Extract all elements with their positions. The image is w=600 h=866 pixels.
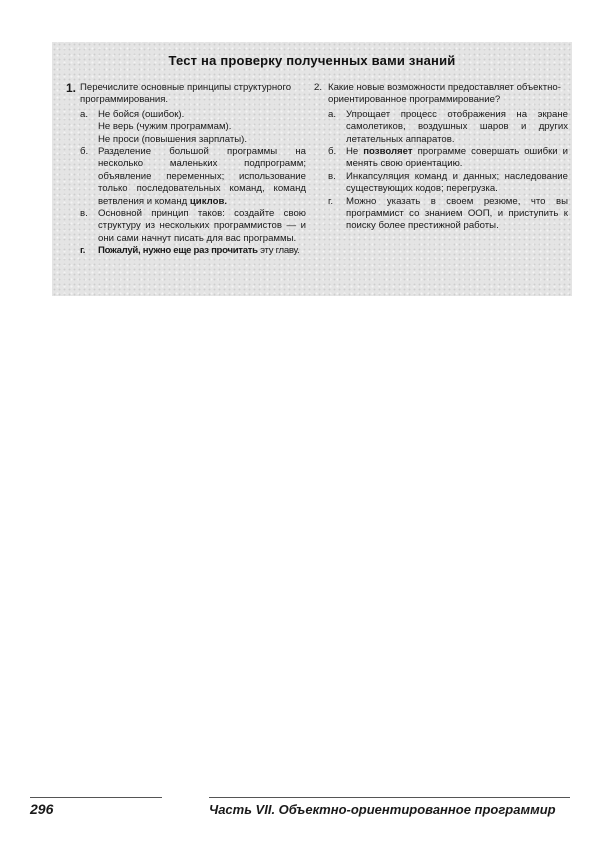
question-1-number: 1. xyxy=(66,81,77,95)
quiz-box xyxy=(52,42,572,296)
question-2-number: 2. xyxy=(314,82,323,93)
q2-option-d-text: Можно указать в своем резюме, что вы программист со знанием ООП, и приступить к поиску более престижной работы. xyxy=(346,195,568,232)
q1-option-c-text: Основной принцип таков: создайте свою структуру из нескольких программистов — и они сами начнут писать для вас программы. xyxy=(98,208,306,244)
q1-option-a xyxy=(66,109,306,121)
q1-option-b-text: Разделение большой программы на несколько маленьких подпрограмм; объявление переменных; использование только последовательных команд, команд ветвления и команд xyxy=(98,146,306,207)
q2-option-c xyxy=(314,171,568,196)
quiz-title: Тест на проверку полученных вами знаний xyxy=(168,53,456,68)
q1-option-b xyxy=(66,146,306,208)
q1-option-a-line-3-text: Не проси (повышения зарплаты). xyxy=(98,133,248,145)
page-number: 296 xyxy=(30,801,54,817)
q1-option-c-letter: в. xyxy=(80,208,88,220)
q2-option-b-emphasis: позволяет xyxy=(363,146,413,158)
q2-option-d xyxy=(314,196,568,233)
question-1-text: Перечислите основные принципы структурного программирования. xyxy=(80,82,292,106)
footer-rule-right xyxy=(209,797,570,798)
q2-option-d-letter: г. xyxy=(328,195,333,207)
q1-option-a-letter: а. xyxy=(80,108,89,120)
q1-option-c xyxy=(66,208,306,245)
q1-option-a-text: Не бойся (ошибок). xyxy=(98,108,185,120)
quiz-right-column xyxy=(314,82,568,233)
q2-option-b-letter: б. xyxy=(328,146,337,158)
q1-option-a-line-2-text: Не верь (чужим программам). xyxy=(98,121,232,133)
q2-option-a-text: Упрощает процесс отображения на экране самолетиков, воздушных шаров и других летательных аппаратов. xyxy=(346,108,568,145)
quiz-left-column xyxy=(66,82,306,258)
q2-option-b-text-after: программе совершать ошибки и менять свою ориентацию. xyxy=(346,146,569,170)
q1-option-b-letter: б. xyxy=(80,146,89,158)
q2-option-c-letter: в. xyxy=(328,170,336,182)
q2-option-b-text-before: Не xyxy=(346,146,359,158)
q2-option-a xyxy=(314,109,568,146)
question-2-text: Какие новые возможности предоставляет объектно-ориентированное программирование? xyxy=(328,82,561,106)
q1-option-d xyxy=(66,245,306,257)
q2-option-b xyxy=(314,146,568,171)
q1-option-d-letter: г. xyxy=(80,245,86,257)
q1-option-b-emphasis: циклов. xyxy=(189,195,228,207)
q1-option-a-line-3 xyxy=(66,134,306,146)
footer-chapter-title: Часть VII. Объектно-ориентированное программир xyxy=(209,802,556,817)
question-1 xyxy=(66,82,306,107)
q2-option-c-text: Инкапсуляция команд и данных; наследование существующих кодов; перегрузка. xyxy=(346,170,568,195)
question-2 xyxy=(314,82,568,107)
footer-rule-left xyxy=(30,797,162,798)
q2-option-a-letter: а. xyxy=(328,108,337,120)
q1-option-a-line-2 xyxy=(66,121,306,133)
q1-option-d-tail: эту главу. xyxy=(260,245,300,257)
q1-option-d-text: Пожалуй, нужно еще раз прочитать xyxy=(98,245,258,257)
